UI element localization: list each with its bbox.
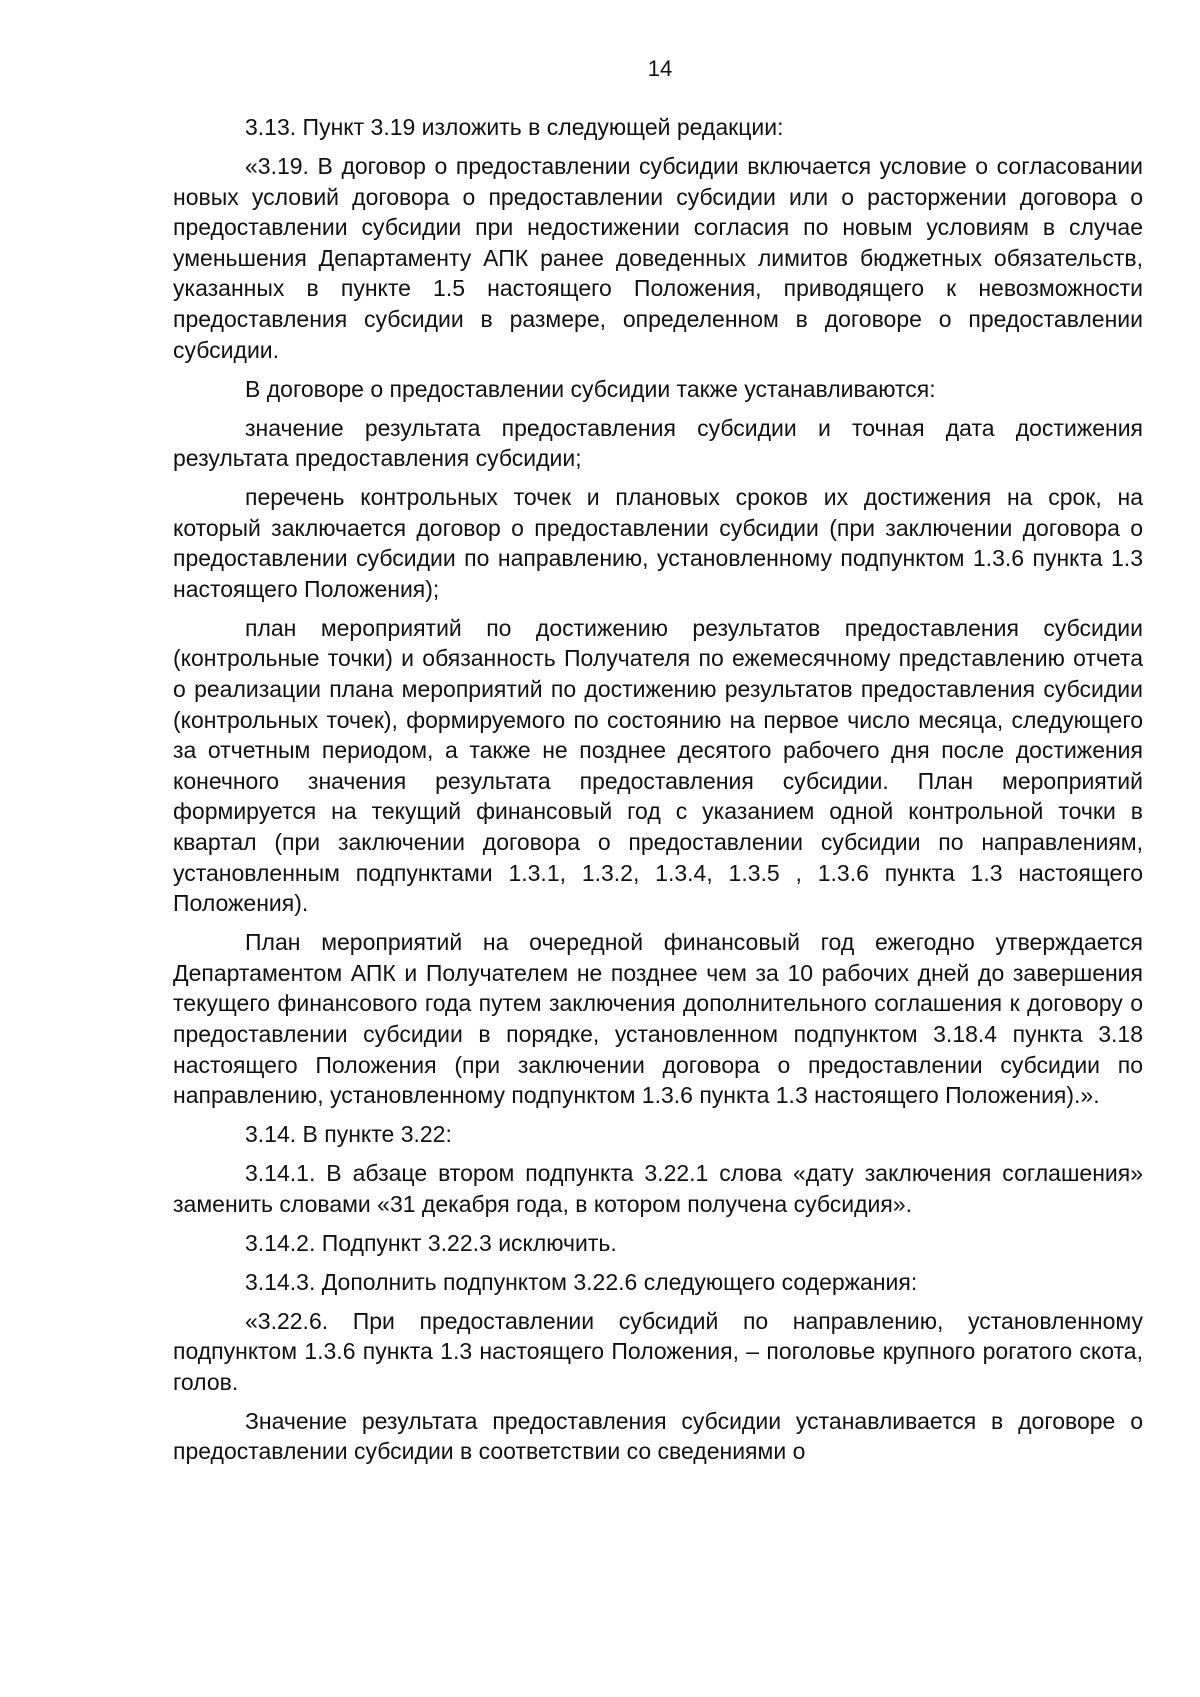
page-number: 14 (647, 56, 673, 81)
paragraph: значение результата предоставления субсидии и точная дата достижения результата предоставления субсидии; (173, 414, 1143, 472)
paragraph: «3.19. В договор о предоставлении субсидии включается условие о согласовании новых условий договора о предоставлении субсидии или о расторжении договора о предоставлении субсидии при недостижении согласия по новым условиям в случае уменьшения Департаменту АПК ранее доведенных лимитов бюджетных обязательств, указанных в пункте 1.5 настоящего Положения, приводящего к невозможности предоставления субсидии в размере, определенном в договоре о предоставлении субсидии. (173, 152, 1143, 363)
paragraph: перечень контрольных точек и плановых сроков их достижения на срок, на который заключается договор о предоставлении субсидии (при заключении договора о предоставлении субсидии по направлению, установленному подпунктом 1.3.6 пункта 1.3 настоящего Положения); (173, 484, 1143, 602)
paragraph: 3.14.1. В абзаце втором подпункта 3.22.1 слова «дату заключения соглашения» заменить словами «31 декабря года, в котором получена субсидия». (173, 1160, 1143, 1217)
paragraph: 3.14. В пункте 3.22: (245, 1121, 452, 1148)
paragraph: 3.14.3. Дополнить подпунктом 3.22.6 следующего содержания: (245, 1268, 918, 1295)
paragraph: 3.13. Пункт 3.19 изложить в следующей редакции: (245, 114, 784, 140)
paragraph: В договоре о предоставлении субсидии также устанавливаются: (245, 375, 936, 402)
paragraph: План мероприятий на очередной финансовый год ежегодно утверждается Департаментом АПК и Получателем не позднее чем за 10 рабочих дней до завершения текущего финансового года путем заключения дополнительного соглашения к договору о предоставлении субсидии в порядке, установленном подпунктом 3.18.4 пункта 3.18 настоящего Положения (при заключении договора о предоставлении субсидии по направлению, установленному подпунктом 1.3.6 пункта 1.3 настоящего Положения).». (173, 929, 1143, 1109)
paragraph: 3.14.2. Подпункт 3.22.3 исключить. (245, 1229, 617, 1256)
paragraph: «3.22.6. При предоставлении субсидий по направлению, установленному подпунктом 1.3.6 пункта 1.3 настоящего Положения, – поголовье крупного рогатого скота, голов. (173, 1307, 1143, 1395)
paragraph: Значение результата предоставления субсидии устанавливается в договоре о предоставлении субсидии в соответствии со сведениями о (173, 1407, 1143, 1465)
paragraph: план мероприятий по достижению результатов предоставления субсидии (контрольные точки) и обязанность Получателя по ежемесячному представлению отчета о реализации плана мероприятий по достижению результатов предоставления субсидии (контрольных точек), формируемого по состоянию на первое число месяца, следующего за отчетным периодом, а также не позднее десятого рабочего дня после достижения конечного значения результата предоставления субсидии. План мероприятий формируется на текущий финансовый год с указанием одной контрольной точки в квартал (при заключении договора о предоставлении субсидии по направлениям, установленным подпунктами 1.3.1, 1.3.2, 1.3.4, 1.3.5 , 1.3.6 пункта 1.3 настоящего Положения). (173, 614, 1143, 917)
document-body (173, 112, 1143, 1475)
